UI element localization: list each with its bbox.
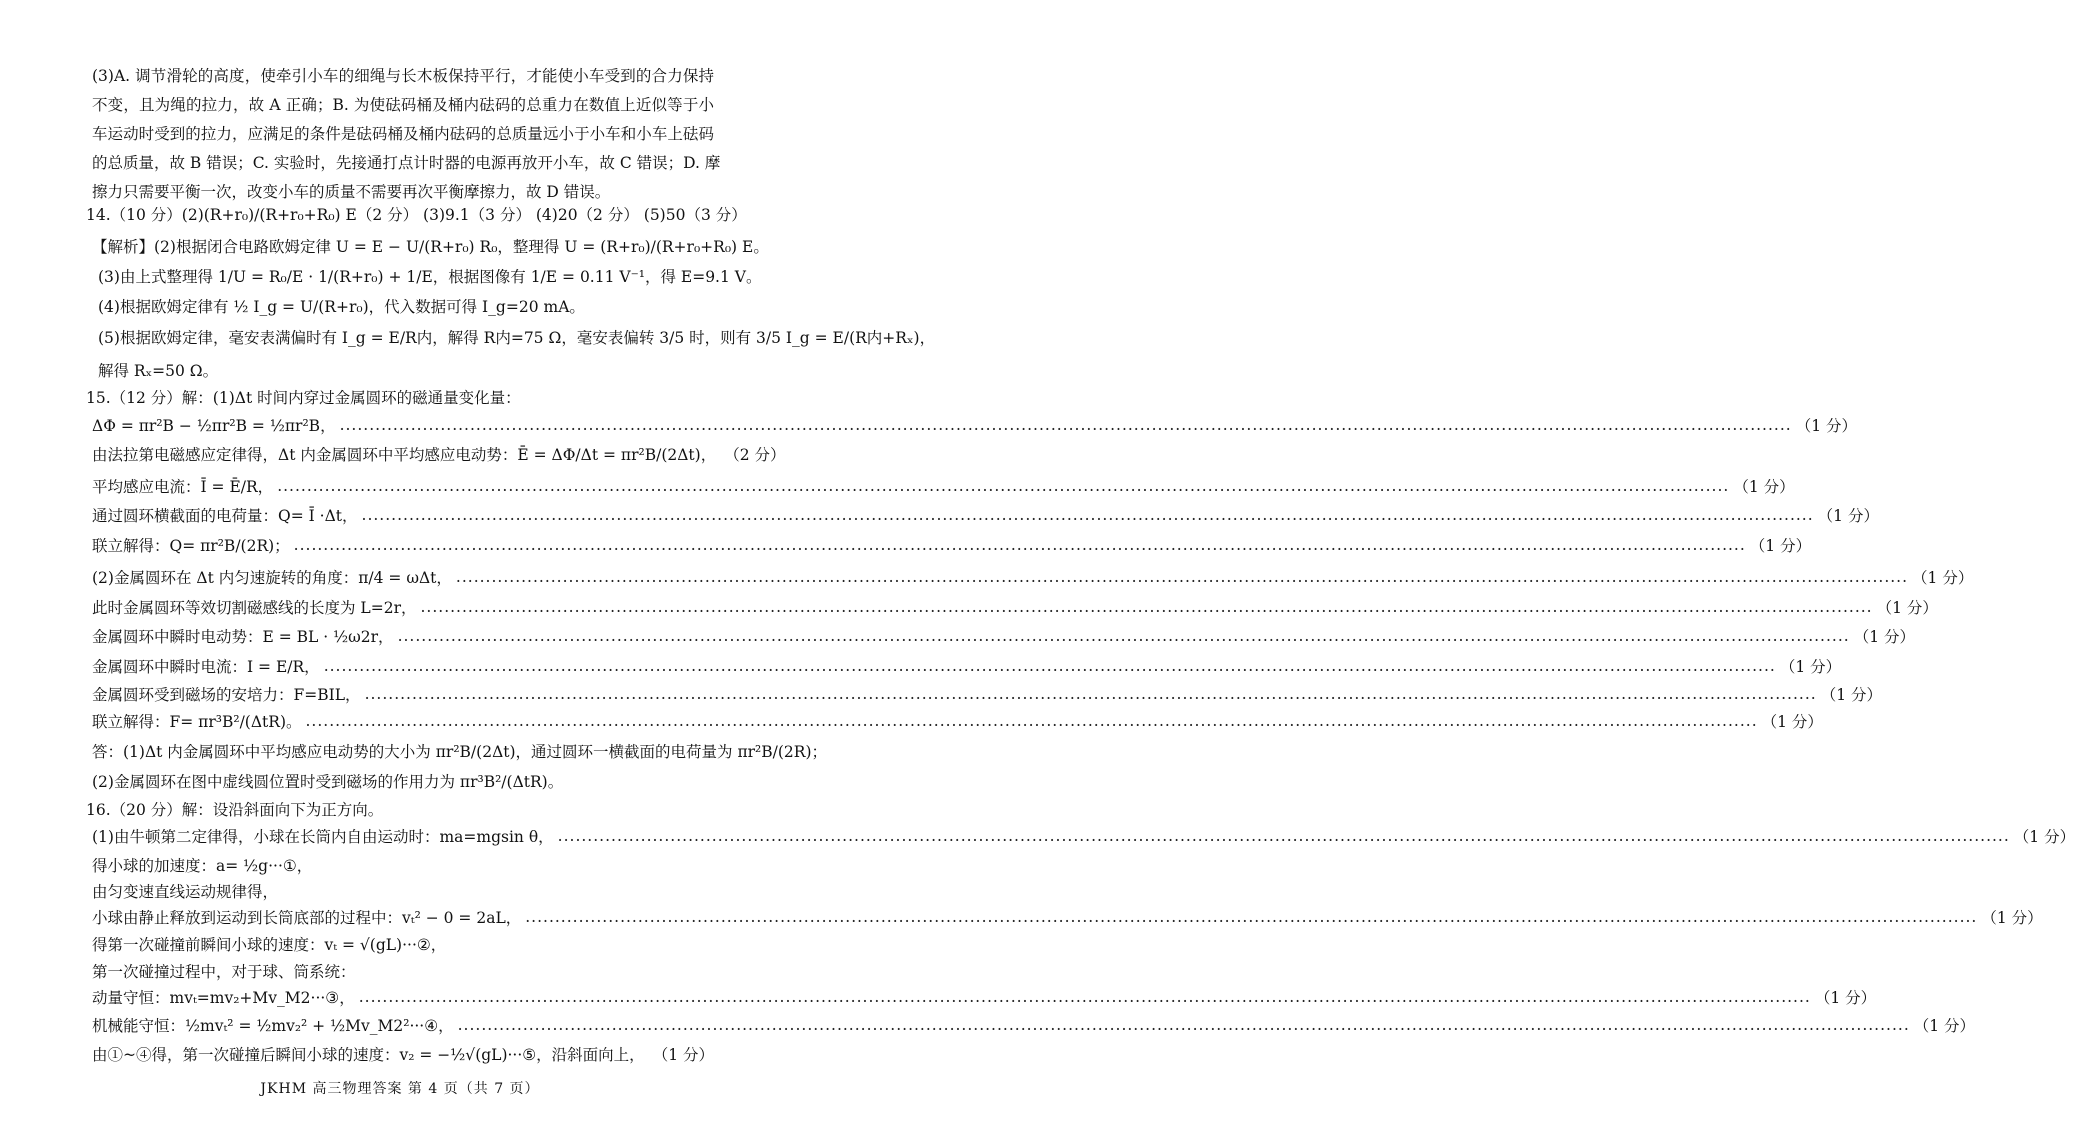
leader-dots	[398, 627, 1850, 645]
leader-dots	[420, 598, 1872, 616]
q15-step: 联立解得：Q= πr²B/(2R)； ..... （1 分）	[92, 531, 714, 558]
leader-dots	[306, 712, 1758, 730]
leader-dots	[365, 685, 1817, 703]
q16-item: 得小球的加速度：a= ½g···①，	[92, 856, 313, 875]
q16-item: 第一次碰撞过程中，对于球、筒系统：	[92, 962, 356, 981]
leader-dots	[340, 416, 1792, 434]
q15-step: 由法拉第电磁感应定律得，Δt 内金属圆环中平均感应电动势：Ē = ΔΦ/Δt = πr²B/(2Δt)， （2 分）	[92, 445, 786, 464]
q16-item: 得第一次碰撞前瞬间小球的速度：vₜ = √(gL)···②，	[92, 935, 447, 954]
q15-step: 平均感应电流：Ī = Ē/R， ..... （1 分）	[92, 472, 714, 499]
part-a-line-4: 的总质量，故 B 错误；C. 实验时，先接通打点计时器的电源再放开小车，故 C 错误；D. 摩	[92, 153, 721, 172]
leader-dots	[525, 908, 1977, 926]
q15-step: 金属圆环受到磁场的安培力：F=BIL， ..... （1 分）	[92, 680, 714, 707]
leader-dots	[558, 827, 2010, 845]
q15-step: 金属圆环中瞬时电动势：E = BL · ½ω2r， ..... （1 分）	[92, 622, 714, 649]
leader-dots	[324, 657, 1776, 675]
q14-analysis-line-2: (3)由上式整理得 1/U = R₀/E · 1/(R+r₀) + 1/E，根据图像有 1/E = 0.11 V⁻¹，得 E=9.1 V。	[98, 267, 762, 286]
q15-step: 通过圆环横截面的电荷量：Q= Ī ·Δt， ..... （1 分）	[92, 501, 714, 528]
q15-step: ΔΦ = πr²B − ½πr²B = ½πr²B， ..... （1 分）	[92, 411, 714, 438]
q14-analysis-line-1: 【解析】(2)根据闭合电路欧姆定律 U = E − U/(R+r₀) R₀，整理得 U = (R+r₀)/(R+r₀+R₀) E。	[92, 237, 769, 256]
part-a-line-2: 不变，且为绳的拉力，故 A 正确；B. 为使砝码桶及桶内砝码的总重力在数值上近似等于小	[92, 95, 714, 114]
q15-header: 15.（12 分）解：(1)Δt 时间内穿过金属圆环的磁通量变化量：	[86, 388, 521, 407]
q15-step: 此时金属圆环等效切割磁感线的长度为 L=2r， ..... （1 分）	[92, 593, 714, 620]
q16-item: 机械能守恒：½mvₜ² = ½mv₂² + ½Mv_M2²···④， ..... （1 分）	[92, 1011, 714, 1038]
q15-step: (2)金属圆环在 Δt 内匀速旋转的角度：π/4 = ωΔt， ..... （1 分）	[92, 563, 714, 590]
q15-step: 联立解得：F= πr³B²/(ΔtR)。 ..... （1 分）	[92, 707, 714, 734]
q16-item: 动量守恒：mvₜ=mv₂+Mv_M2···③， ..... （1 分）	[92, 983, 714, 1010]
leader-dots	[277, 477, 1729, 495]
q16-item: 由①~④得，第一次碰撞后瞬间小球的速度：v₂ = −½√(gL)···⑤，沿斜面向上， （1 分）	[92, 1045, 714, 1064]
q16-item: 小球由静止释放到运动到长筒底部的过程中：vₜ² − 0 = 2aL， ..... （1 分）	[92, 903, 714, 930]
leader-dots	[362, 506, 1814, 524]
q15-step: 金属圆环中瞬时电流：I = E/R， ..... （1 分）	[92, 652, 714, 679]
q14-analysis-line-4: (5)根据欧姆定律，毫安表满偏时有 I_g = E/R内，解得 R内=75 Ω，毫安表偏转 3/5 时，则有 3/5 I_g = E/(R内+Rₓ)，	[98, 328, 936, 347]
q14-analysis-line-3: (4)根据欧姆定律有 ½ I_g = U/(R+r₀)，代入数据可得 I_g=20 mA。	[98, 297, 585, 316]
q16-item: (1)由牛顿第二定律得，小球在长筒内自由运动时：ma=mgsin θ， ..... （1 分）	[92, 822, 714, 849]
q16-header: 16.（20 分）解：设沿斜面向下为正方向。	[86, 800, 384, 819]
part-a-line-3: 车运动时受到的拉力，应满足的条件是砝码桶及桶内砝码的总质量远小于小车和小车上砝码	[92, 124, 714, 143]
leader-dots	[359, 988, 1811, 1006]
q15-answer-line-2: (2)金属圆环在图中虚线圆位置时受到磁场的作用力为 πr³B²/(ΔtR)。	[92, 772, 564, 791]
leader-dots	[294, 536, 1746, 554]
part-a-line-5: 擦力只需要平衡一次，改变小车的质量不需要再次平衡摩擦力，故 D 错误。	[92, 182, 611, 201]
q16-item: 由匀变速直线运动规律得，	[92, 882, 279, 901]
q14-header: 14.（10 分）(2)(R+r₀)/(R+r₀+R₀) E（2 分） (3)9.1（3 分） (4)20（2 分） (5)50（3 分）	[86, 205, 747, 224]
page-footer: JKHM 高三物理答案 第 4 页（共 7 页）	[260, 1081, 540, 1097]
q15-answer-line-1: 答：(1)Δt 内金属圆环中平均感应电动势的大小为 πr²B/(2Δt)，通过圆环一横截面的电荷量为 πr²B/(2R)；	[92, 742, 828, 761]
q14-analysis-line-5: 解得 Rₓ=50 Ω。	[98, 361, 219, 380]
leader-dots	[456, 568, 1908, 586]
leader-dots	[458, 1016, 1910, 1034]
part-a-line-1: (3)A. 调节滑轮的高度，使牵引小车的细绳与长木板保持平行，才能使小车受到的合力保持	[92, 66, 714, 85]
